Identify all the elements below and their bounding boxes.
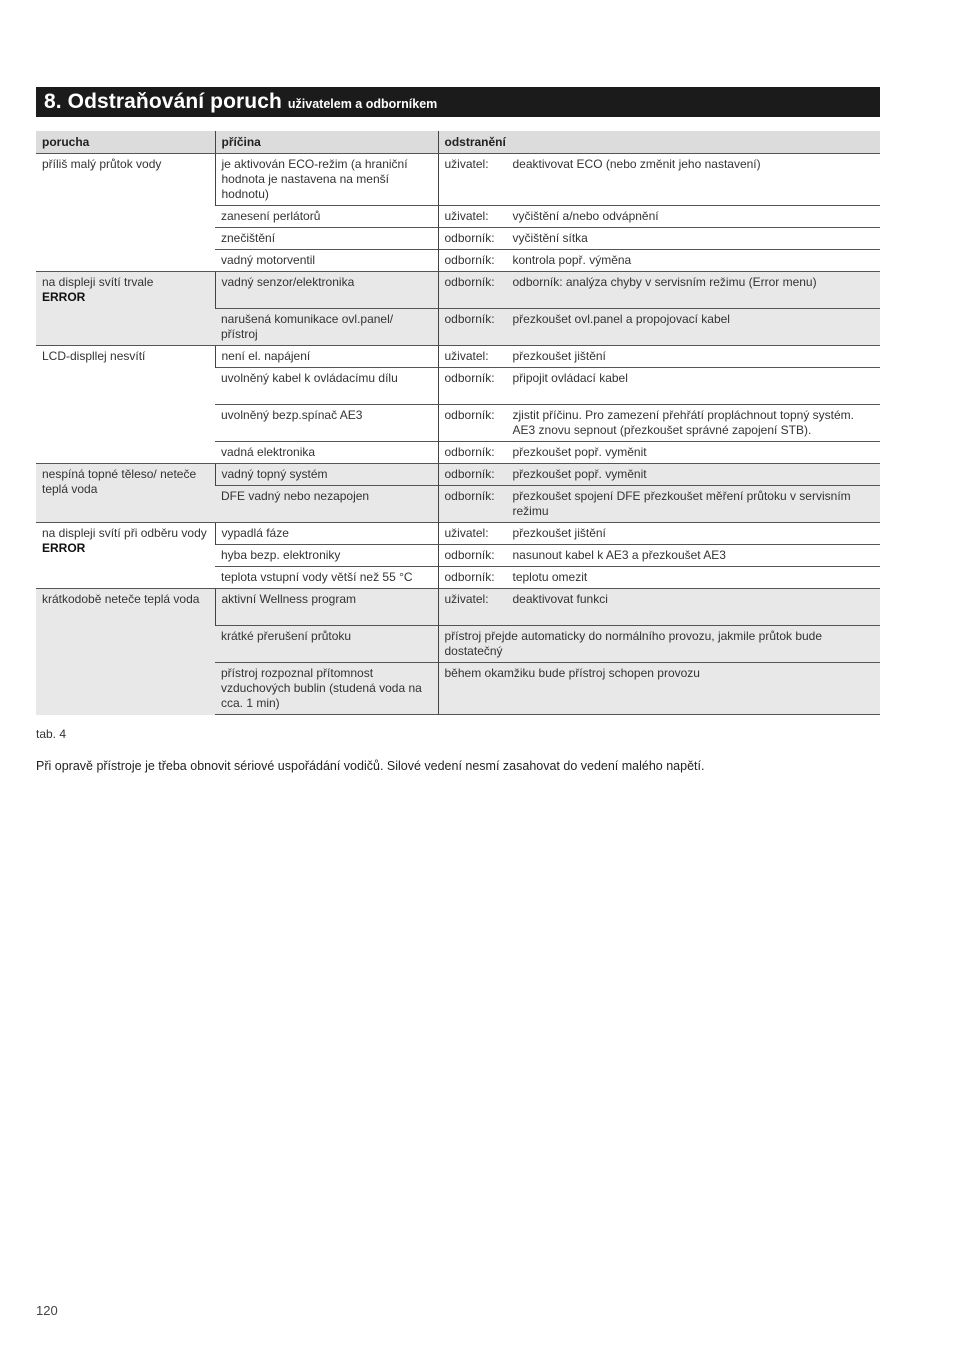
cause-cell: zanesení perlátorů (215, 206, 438, 228)
remedy-cell (438, 309, 880, 346)
fault-cell (36, 154, 215, 272)
remedy-cell (438, 464, 880, 486)
repair-note: Při opravě přístroje je třeba obnovit sériové uspořádání vodičů. Silové vedení nesmí zasahovat do vedení malého napětí. (36, 759, 705, 773)
remedy-text: přezkoušet popř. vyměnit (512, 445, 647, 459)
responsible-label: odborník: (444, 312, 495, 326)
cause-cell: uvolněný kabel k ovládacímu dílu (215, 368, 438, 405)
responsible-label: uživatel: (444, 349, 489, 363)
cause-cell: znečištění (215, 228, 438, 250)
responsible-label: odborník: (444, 275, 495, 289)
remedy-text: vyčištění sítka (512, 231, 588, 245)
table-header-row (36, 131, 880, 154)
fault-text: příliš malý průtok vody (42, 157, 162, 171)
remedy-text: přezkoušet jištění (512, 526, 606, 540)
header-cause: příčina (215, 131, 438, 154)
responsible-label: odborník: (444, 467, 495, 481)
responsible-label: odborník: (444, 489, 495, 503)
table-caption: tab. 4 (36, 727, 67, 741)
fault-cell (36, 589, 215, 715)
header-fault: porucha (36, 131, 215, 154)
responsible-label: odborník: (444, 548, 495, 562)
remedy-text: přezkoušet spojení DFE přezkoušet měření průtoku v servisním režimu (512, 489, 851, 518)
fault-text: na displeji svítí trvale (42, 275, 154, 289)
remedy-cell (438, 272, 880, 309)
remedy-cell (438, 368, 880, 405)
cause-cell: vadný motorventil (215, 250, 438, 272)
section-heading (36, 87, 880, 117)
cause-cell: hyba bezp. elektroniky (215, 545, 438, 567)
remedy-text: přezkoušet jištění (512, 349, 606, 363)
remedy-text: deaktivovat ECO (nebo změnit jeho nastavení) (512, 157, 761, 171)
responsible-label: odborník: (444, 408, 495, 422)
responsible-label: odborník: (444, 231, 495, 245)
remedy-cell (438, 545, 880, 567)
cause-cell: krátké přerušení průtoku (215, 626, 438, 663)
fault-text: nespíná topné těleso/ neteče teplá voda (42, 467, 197, 496)
remedy-text: odborník: analýza chyby v servisním režimu (Error menu) (512, 275, 817, 289)
fault-cell (36, 464, 215, 523)
fault-cell (36, 272, 215, 346)
cause-cell: vadný topný systém (215, 464, 438, 486)
cause-cell: uvolněný bezp.spínač AE3 (215, 405, 438, 442)
remedy-cell: přístroj přejde automaticky do normálního provozu, jakmile průtok bude dostatečný (438, 626, 880, 663)
table-row (36, 154, 880, 206)
table-row (36, 523, 880, 545)
remedy-text: vyčištění a/nebo odvápnění (512, 209, 659, 223)
remedy-cell (438, 523, 880, 545)
responsible-label: odborník: (444, 253, 495, 267)
fault-error-label: ERROR (42, 290, 86, 304)
table-row (36, 346, 880, 368)
remedy-text: nasunout kabel k AE3 a přezkoušet AE3 (512, 548, 726, 562)
remedy-text: připojit ovládací kabel (512, 371, 628, 385)
table-row (36, 589, 880, 626)
responsible-label: uživatel: (444, 592, 489, 606)
fault-text: na displeji svítí při odběru vody (42, 526, 207, 540)
cause-cell: není el. napájení (215, 346, 438, 368)
cause-cell: vadná elektronika (215, 442, 438, 464)
responsible-label: uživatel: (444, 209, 489, 223)
remedy-text: teplotu omezit (512, 570, 588, 584)
remedy-cell (438, 228, 880, 250)
cause-cell: DFE vadný nebo nezapojen (215, 486, 438, 523)
page-number: 120 (36, 1303, 58, 1318)
fault-error-label: ERROR (42, 541, 86, 555)
remedy-cell (438, 442, 880, 464)
fault-text: krátkodobě neteče teplá voda (42, 592, 200, 606)
remedy-cell (438, 589, 880, 626)
remedy-cell (438, 405, 880, 442)
responsible-label: odborník: (444, 445, 495, 459)
header-remedy: odstranění (438, 131, 880, 154)
cause-cell: je aktivován ECO-režim (a hraniční hodnota je nastavena na menší hodnotu) (215, 154, 438, 206)
troubleshooting-table (36, 131, 880, 715)
remedy-cell (438, 154, 880, 206)
section-title: 8. Odstraňování poruch (44, 90, 282, 113)
table-row (36, 464, 880, 486)
fault-cell (36, 523, 215, 589)
remedy-cell (438, 486, 880, 523)
remedy-text: zjistit příčinu. Pro zamezení přehřátí propláchnout topný systém. AE3 znovu sepnout (přezkoušet správné zapojení STB). (512, 408, 854, 437)
remedy-cell (438, 250, 880, 272)
remedy-text: přezkoušet ovl.panel a propojovací kabel (512, 312, 730, 326)
remedy-cell: během okamžiku bude přístroj schopen provozu (438, 663, 880, 715)
cause-cell: teplota vstupní vody větší než 55 °C (215, 567, 438, 589)
fault-cell (36, 346, 215, 464)
section-subtitle: uživatelem a odborníkem (287, 97, 438, 111)
table-row (36, 272, 880, 309)
remedy-cell (438, 346, 880, 368)
cause-cell: aktivní Wellness program (215, 589, 438, 626)
remedy-text: deaktivovat funkci (512, 592, 608, 606)
responsible-label: uživatel: (444, 157, 489, 171)
remedy-text: kontrola popř. výměna (512, 253, 632, 267)
cause-cell: vadný senzor/elektronika (215, 272, 438, 309)
responsible-label: odborník: (444, 570, 495, 584)
remedy-text: přezkoušet popř. vyměnit (512, 467, 647, 481)
cause-cell: narušená komunikace ovl.panel/ přístroj (215, 309, 438, 346)
fault-text: LCD-displlej nesvítí (42, 349, 146, 363)
cause-cell: přístroj rozpoznal přítomnost vzduchových bublin (studená voda na cca. 1 min) (215, 663, 438, 715)
responsible-label: odborník: (444, 371, 495, 385)
remedy-cell (438, 206, 880, 228)
cause-cell: vypadlá fáze (215, 523, 438, 545)
remedy-cell (438, 567, 880, 589)
responsible-label: uživatel: (444, 526, 489, 540)
